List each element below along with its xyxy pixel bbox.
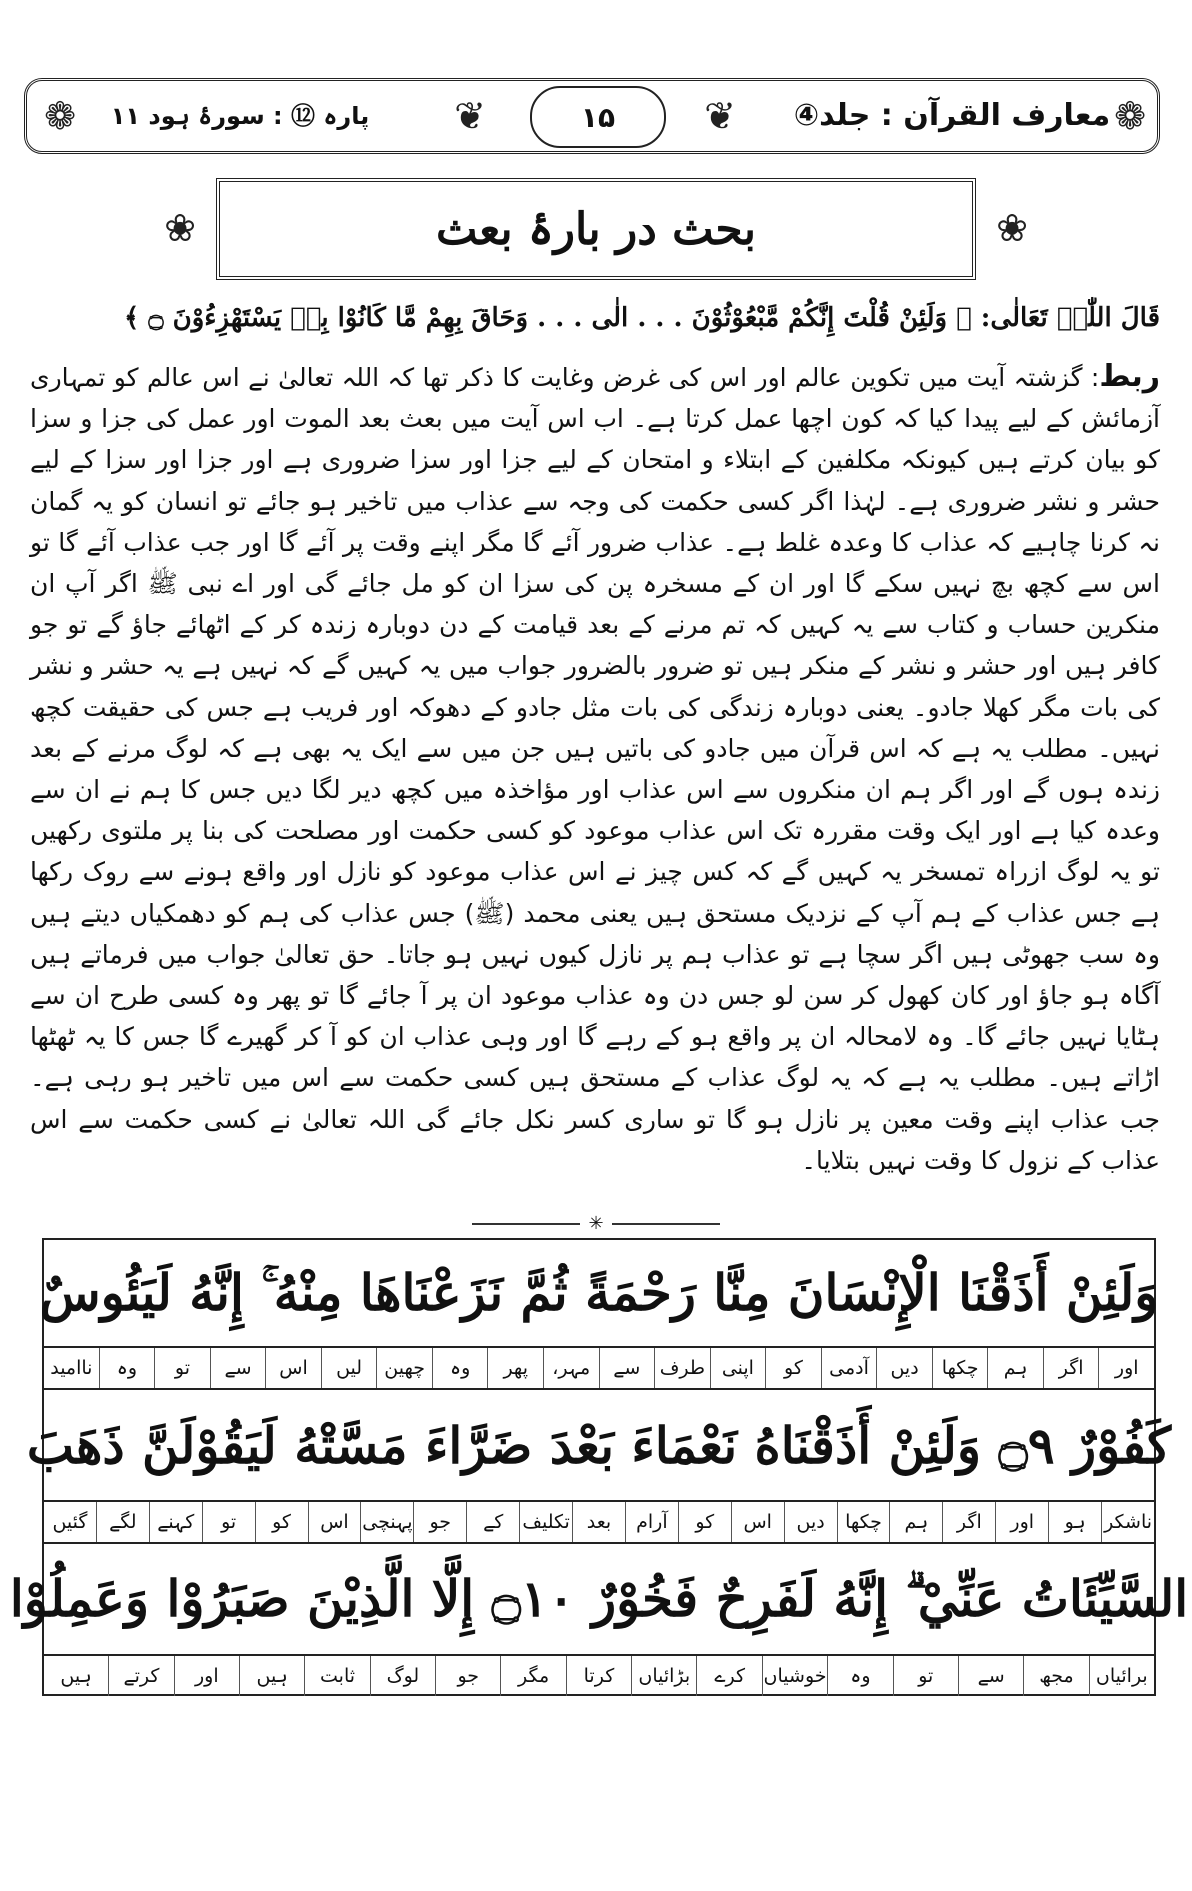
translation-word: پھر: [487, 1348, 543, 1388]
word-translation-row: [44, 1654, 1154, 1696]
translation-word: چھین: [376, 1348, 432, 1388]
translation-word: چکھا: [932, 1348, 988, 1388]
translation-word: اور: [174, 1656, 239, 1696]
book-title: معارف القرآن : جلد④: [793, 98, 1111, 133]
translation-word: مگر: [500, 1656, 565, 1696]
translation-word: چکھا: [837, 1502, 890, 1542]
corner-ornament-icon: ❁: [1114, 94, 1146, 138]
translation-word: بڑائیاں: [631, 1656, 696, 1696]
translation-word: تو: [154, 1348, 210, 1388]
translation-word: بعد: [572, 1502, 625, 1542]
translation-word: ہم: [889, 1502, 942, 1542]
translation-word: اس: [265, 1348, 321, 1388]
translation-word: ثابت: [304, 1656, 369, 1696]
paragraph-text: : گزشتہ آیت میں تکوین عالم اور اس کی غرض وغایت کا ذکر تھا کہ اللہ تعالیٰ نے اس عالم کو تمہاری آزمائش کے لیے پیدا کیا کہ کون اچھا عمل کرتا ہے۔ اب اس آیت میں بعث بعد الموت اور عمل کی جزا و سزا کو بیان کرتے ہیں کیونکہ مکلفین کے ابتلاء و امتحان کے لیے جزا اور سزا ضروری ہے اور جزا اور سزا کے لیے حشر و نشر ضروری ہے۔ لہٰذا اگر کسی حکمت کی وجہ سے عذاب میں تاخیر ہو جائے تو انسان کو یہ گمان نہ کرنا چاہیے کہ عذاب کا وعدہ غلط ہے۔ عذاب ضرور آئے گا مگر اپنے وقت پر آئے گا اور جب عذاب آئے گا تو اس سے کچھ بچ نہیں سکے گا اور ان کے مسخرہ پن کی سزا ان کو مل جائے گی اور اے نبی ﷺ اگر آپ ان منکرین حساب و کتاب سے یہ کہیں کہ تم مرنے کے بعد قیامت کے دن دوبارہ زندہ کر کے اٹھائے جاؤ گے تو جو کافر ہیں اور حشر و نشر کے منکر ہیں تو ضرور بالضرور جواب میں یہ کہیں گے کہ نہیں ہے یہ حشر و نشر کی بات مگر کھلا جادو۔ یعنی دوبارہ زندگی کی بات مثل جادو کے دھوکہ اور فریب ہے جس کی حقیقت کچھ نہیں۔ مطلب یہ ہے کہ اس قرآن میں جادو کی باتیں ہیں جن میں سے ایک یہ بھی ہے کہ لوگ مرنے کے بعد زندہ ہوں گے اور اگر ہم ان منکروں سے اس عذاب اور مؤاخذہ میں کچھ دیر لگا دیں جس کا ہم نے ان سے وعدہ کیا ہے اور ایک وقت مقررہ تک اس عذاب موعود کو کسی حکمت اور مصلحت کی بنا پر ملتوی رکھیں تو یہ لوگ ازراہ تمسخر یہ کہیں گے کہ کس چیز نے اس عذاب موعود کو نازل اور واقع ہونے سے روک رکھا ہے جس عذاب کے ہم آپ کے نزدیک مستحق ہیں یعنی محمد (ﷺ) جس عذاب کی ہم کو دھمکیاں دیتے ہیں وہ سب جھوٹی ہیں اگر سچا ہے تو عذاب ہم پر نازل کیوں نہیں ہو جاتا۔ حق تعالیٰ جواب میں فرماتے ہیں آگاہ ہو جاؤ اور کان کھول کر سن لو جس دن وہ عذاب موعود ان پر آ جائے گا تو پھر وہ کسی طرح ان سے ہٹایا نہیں جائے گا۔ وہ لامحالہ ان پر واقع ہو کے رہے گا اور وہی عذاب ان کو آ کر گھیرے گا جس کا یہ ٹھٹھا اڑاتے ہیں۔ مطلب یہ ہے کہ یہ لوگ عذاب کے مستحق ہیں کسی حکمت سے اس میں تاخیر ہو رہی ہے۔ جب عذاب اپنے وقت معین پر نازل ہو گا تو ساری کسر نکل جائے گی اللہ تعالیٰ نے کسی حکمت سے اس عذاب کے نزول کا وقت نہیں بتلایا۔: [30, 363, 1160, 1175]
quran-citation: قَالَ اللّٰہُ تَعَالٰی: ﴿ وَلَئِنْ قُلْتَ إِنَّكُمْ مَّبْعُوْثُوْنَ . . . الٰی . . . وَحَاقَ بِهِمْ مَّا كَانُوْا بِهٖ يَسْتَهْزِءُوْنَ ۝ ﴾: [124, 303, 1160, 333]
title-ornament-icon: ❀: [996, 206, 1028, 250]
translation-word: اس: [308, 1502, 361, 1542]
separator-line: [612, 1223, 720, 1225]
title-ornament-icon: ❀: [164, 206, 196, 250]
separator-line: [472, 1223, 580, 1225]
translation-word: وہ: [99, 1348, 155, 1388]
translation-word: اگر: [1043, 1348, 1099, 1388]
translation-word: ناشکر: [1101, 1502, 1154, 1542]
translation-word: پہنچی: [360, 1502, 413, 1542]
section-title-box: [216, 178, 976, 280]
floral-ornament-icon: ❦: [704, 94, 736, 138]
paragraph-lead: ربط: [1099, 359, 1160, 394]
translation-word: کہنے: [149, 1502, 202, 1542]
translation-word: کرتے: [108, 1656, 173, 1696]
separator: [472, 1212, 720, 1236]
translation-word: کو: [765, 1348, 821, 1388]
verse-table: [9, 1238, 1189, 1696]
translation-word: اس: [731, 1502, 784, 1542]
page-number: ۱۵: [530, 86, 666, 148]
translation-word: دیں: [784, 1502, 837, 1542]
translation-word: اگر: [942, 1502, 995, 1542]
translation-word: ہم: [987, 1348, 1043, 1388]
translation-word: کے: [466, 1502, 519, 1542]
translation-word: وہ: [432, 1348, 488, 1388]
body-paragraph: [30, 356, 1160, 1181]
translation-word: برائیاں: [1089, 1656, 1154, 1696]
translation-word: لگے: [96, 1502, 149, 1542]
translation-word: ہو: [1048, 1502, 1101, 1542]
translation-word: ناامید: [50, 1357, 93, 1379]
translation-word: گئیں: [52, 1511, 88, 1533]
translation-word: دیں: [876, 1348, 932, 1388]
translation-word: جو: [413, 1502, 466, 1542]
translation-word: کو: [255, 1502, 308, 1542]
translation-word: خوشیاں: [762, 1656, 827, 1696]
translation-word: اپنی: [710, 1348, 766, 1388]
translation-word: ہیں: [239, 1656, 304, 1696]
translation-word: لیں: [321, 1348, 377, 1388]
translation-word: مہر،: [543, 1348, 599, 1388]
separator-star-icon: ✳: [588, 1213, 604, 1234]
translation-word: وہ: [827, 1656, 892, 1696]
verse-arabic-line: وَلَئِنْ أَذَقْنَا الْإِنْسَانَ مِنَّا رَحْمَةً ثُمَّ نَزَعْنَاهَا مِنْهُ ۚ إِنَّهُ لَيَئُوسٌ: [39, 1263, 1159, 1322]
translation-word: کو: [678, 1502, 731, 1542]
translation-word: تو: [202, 1502, 255, 1542]
verse-arabic-line: السَّيِّئَاتُ عَنِّيْ ۗ إِنَّهُ لَفَرِحٌ فَخُوْرٌ ۝١٠ إِلَّا الَّذِيْنَ صَبَرُوْا وَعَمِلُوْا: [9, 1569, 1189, 1628]
translation-word: کرتا: [566, 1656, 631, 1696]
translation-word: سے: [599, 1348, 655, 1388]
translation-word: آدمی: [821, 1348, 877, 1388]
translation-word: طرف: [654, 1348, 710, 1388]
translation-word: آرام: [625, 1502, 678, 1542]
para-surah-label: پارہ ⑫ : سورۂ ہود ۱۱: [110, 102, 370, 130]
translation-word: اور: [995, 1502, 1048, 1542]
translation-word: تکلیف: [519, 1502, 572, 1542]
section-title: بحث در بارۂ بعث: [435, 203, 756, 255]
translation-word: اور: [1098, 1348, 1154, 1388]
floral-ornament-icon: ❦: [454, 94, 486, 138]
word-translation-row: [44, 1500, 1154, 1544]
translation-word: تو: [893, 1656, 958, 1696]
translation-word: سے: [210, 1348, 266, 1388]
word-translation-row: [44, 1346, 1154, 1390]
translation-word: لوگ: [370, 1656, 435, 1696]
verse-arabic-line: كَفُوْرٌ ۝٩ وَلَئِنْ أَذَقْنَاهُ نَعْمَاءَ بَعْدَ ضَرَّاءَ مَسَّتْهُ لَيَقُوْلَنَّ ذَهَبَ: [26, 1415, 1172, 1475]
translation-word: مجھ: [1023, 1656, 1088, 1696]
corner-ornament-icon: ❁: [44, 94, 76, 138]
translation-word: کرے: [696, 1656, 761, 1696]
translation-word: جو: [435, 1656, 500, 1696]
translation-word: سے: [958, 1656, 1023, 1696]
translation-word: ہیں: [60, 1665, 92, 1687]
